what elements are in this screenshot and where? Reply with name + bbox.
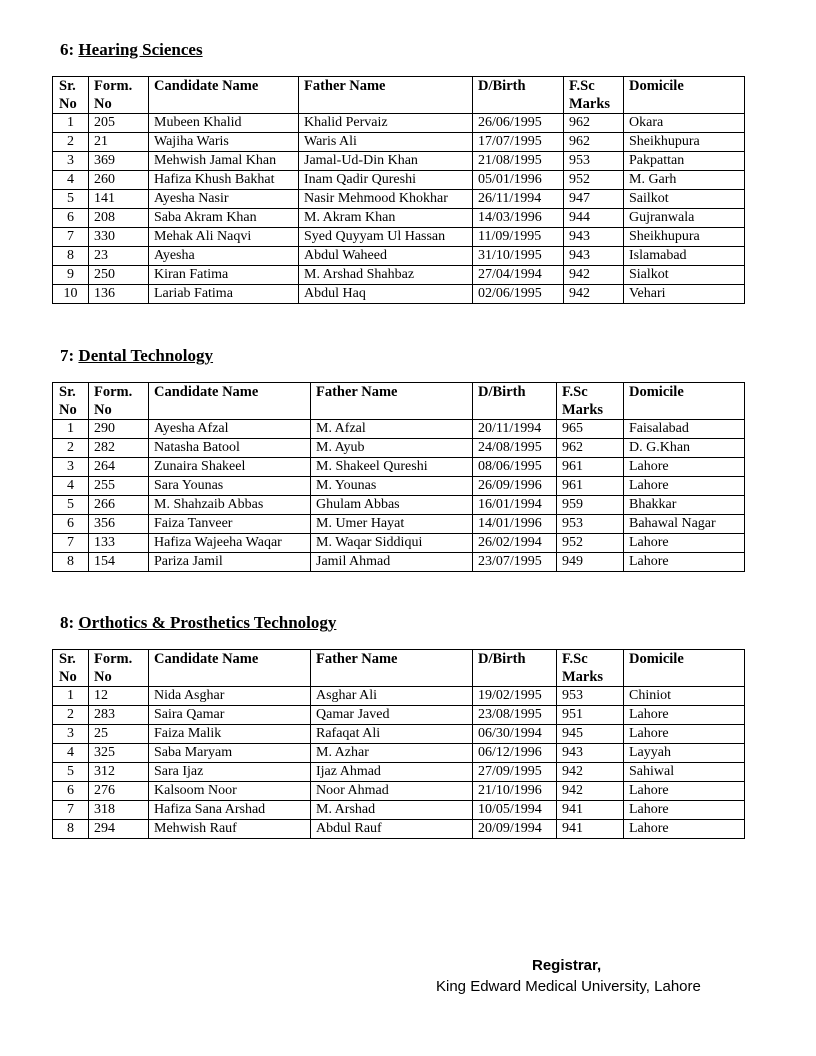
cell-candidate-name: Hafiza Wajeeha Waqar xyxy=(149,534,311,553)
cell-father-name: M. Arshad Shahbaz xyxy=(299,266,473,285)
cell-marks: 947 xyxy=(564,190,624,209)
cell-dob: 08/06/1995 xyxy=(473,458,557,477)
cell-form-no: 290 xyxy=(89,420,149,439)
cell-sr: 3 xyxy=(53,458,89,477)
cell-father-name: Nasir Mehmood Khokhar xyxy=(299,190,473,209)
cell-marks: 942 xyxy=(564,285,624,304)
cell-father-name: M. Arshad xyxy=(311,801,473,820)
table-row xyxy=(53,247,745,266)
cell-form-no: 25 xyxy=(89,725,149,744)
cell-father-name: M. Younas xyxy=(311,477,473,496)
cell-domicile: Lahore xyxy=(624,534,745,553)
cell-father-name: M. Waqar Siddiqui xyxy=(311,534,473,553)
section-title: Dental Technology xyxy=(78,346,214,365)
table-row xyxy=(53,496,745,515)
cell-sr: 4 xyxy=(53,477,89,496)
cell-sr: 3 xyxy=(53,152,89,171)
col-header-dob: D/Birth xyxy=(473,383,557,420)
cell-domicile: Sialkot xyxy=(624,266,745,285)
col-header-domicile: Domicile xyxy=(624,383,745,420)
table-row xyxy=(53,763,745,782)
cell-father-name: Abdul Haq xyxy=(299,285,473,304)
cell-marks: 942 xyxy=(557,763,624,782)
cell-domicile: Lahore xyxy=(624,706,745,725)
cell-candidate-name: Saba Maryam xyxy=(149,744,311,763)
cell-marks: 952 xyxy=(564,171,624,190)
cell-marks: 961 xyxy=(557,458,624,477)
cell-marks: 941 xyxy=(557,820,624,839)
cell-father-name: M. Ayub xyxy=(311,439,473,458)
cell-marks: 962 xyxy=(564,133,624,152)
cell-dob: 19/02/1995 xyxy=(473,687,557,706)
cell-candidate-name: Lariab Fatima xyxy=(149,285,299,304)
col-header-marks: F.Sc Marks xyxy=(557,383,624,420)
cell-sr: 2 xyxy=(53,133,89,152)
cell-form-no: 264 xyxy=(89,458,149,477)
cell-father-name: Asghar Ali xyxy=(311,687,473,706)
table-row xyxy=(53,152,745,171)
cell-sr: 1 xyxy=(53,420,89,439)
cell-father-name: Qamar Javed xyxy=(311,706,473,725)
cell-marks: 943 xyxy=(557,744,624,763)
cell-marks: 943 xyxy=(564,247,624,266)
cell-father-name: Khalid Pervaiz xyxy=(299,114,473,133)
cell-candidate-name: Hafiza Sana Arshad xyxy=(149,801,311,820)
cell-domicile: Lahore xyxy=(624,553,745,572)
cell-marks: 945 xyxy=(557,725,624,744)
table-row xyxy=(53,439,745,458)
table-header-row xyxy=(53,77,745,114)
cell-father-name: M. Umer Hayat xyxy=(311,515,473,534)
cell-candidate-name: Wajiha Waris xyxy=(149,133,299,152)
col-header-sr: Sr. No xyxy=(53,650,89,687)
cell-dob: 14/01/1996 xyxy=(473,515,557,534)
table-row xyxy=(53,744,745,763)
cell-domicile: Bahawal Nagar xyxy=(624,515,745,534)
cell-sr: 5 xyxy=(53,496,89,515)
cell-dob: 21/10/1996 xyxy=(473,782,557,801)
orthotics-prosthetics-table xyxy=(52,649,745,839)
col-header-sr: Sr. No xyxy=(53,383,89,420)
cell-dob: 24/08/1995 xyxy=(473,439,557,458)
cell-dob: 20/11/1994 xyxy=(473,420,557,439)
cell-dob: 23/08/1995 xyxy=(473,706,557,725)
cell-candidate-name: Ayesha Nasir xyxy=(149,190,299,209)
dental-technology-table xyxy=(52,382,745,572)
cell-form-no: 369 xyxy=(89,152,149,171)
cell-dob: 16/01/1994 xyxy=(473,496,557,515)
cell-sr: 6 xyxy=(53,515,89,534)
cell-domicile: Pakpattan xyxy=(624,152,745,171)
table-row xyxy=(53,477,745,496)
cell-marks: 944 xyxy=(564,209,624,228)
cell-form-no: 255 xyxy=(89,477,149,496)
cell-dob: 26/09/1996 xyxy=(473,477,557,496)
cell-dob: 02/06/1995 xyxy=(473,285,564,304)
cell-form-no: 205 xyxy=(89,114,149,133)
table-row xyxy=(53,133,745,152)
cell-sr: 2 xyxy=(53,706,89,725)
cell-domicile: Lahore xyxy=(624,820,745,839)
section-number: 7: xyxy=(60,346,75,365)
table-row xyxy=(53,820,745,839)
table-row xyxy=(53,209,745,228)
cell-candidate-name: Mehwish Rauf xyxy=(149,820,311,839)
col-header-sr: Sr. No xyxy=(53,77,89,114)
cell-form-no: 318 xyxy=(89,801,149,820)
cell-candidate-name: Sara Younas xyxy=(149,477,311,496)
table-header-row xyxy=(53,650,745,687)
col-header-father: Father Name xyxy=(311,650,473,687)
cell-father-name: Abdul Rauf xyxy=(311,820,473,839)
col-header-dob: D/Birth xyxy=(473,650,557,687)
cell-domicile: Bhakkar xyxy=(624,496,745,515)
cell-marks: 962 xyxy=(557,439,624,458)
table-row xyxy=(53,706,745,725)
cell-domicile: D. G.Khan xyxy=(624,439,745,458)
cell-sr: 6 xyxy=(53,782,89,801)
cell-father-name: Noor Ahmad xyxy=(311,782,473,801)
table-row xyxy=(53,190,745,209)
cell-dob: 17/07/1995 xyxy=(473,133,564,152)
cell-candidate-name: Pariza Jamil xyxy=(149,553,311,572)
cell-father-name: Jamil Ahmad xyxy=(311,553,473,572)
cell-form-no: 23 xyxy=(89,247,149,266)
cell-form-no: 325 xyxy=(89,744,149,763)
cell-marks: 952 xyxy=(557,534,624,553)
table-row xyxy=(53,420,745,439)
cell-domicile: M. Garh xyxy=(624,171,745,190)
cell-domicile: Lahore xyxy=(624,725,745,744)
cell-father-name: Rafaqat Ali xyxy=(311,725,473,744)
cell-dob: 31/10/1995 xyxy=(473,247,564,266)
cell-form-no: 312 xyxy=(89,763,149,782)
cell-sr: 8 xyxy=(53,820,89,839)
cell-father-name: M. Shakeel Qureshi xyxy=(311,458,473,477)
cell-form-no: 356 xyxy=(89,515,149,534)
cell-dob: 23/07/1995 xyxy=(473,553,557,572)
cell-candidate-name: Kalsoom Noor xyxy=(149,782,311,801)
table-row xyxy=(53,725,745,744)
cell-candidate-name: Mehak Ali Naqvi xyxy=(149,228,299,247)
table-row xyxy=(53,515,745,534)
cell-father-name: Ghulam Abbas xyxy=(311,496,473,515)
cell-domicile: Lahore xyxy=(624,801,745,820)
cell-dob: 26/06/1995 xyxy=(473,114,564,133)
col-header-candidate: Candidate Name xyxy=(149,650,311,687)
cell-domicile: Lahore xyxy=(624,782,745,801)
cell-form-no: 330 xyxy=(89,228,149,247)
cell-candidate-name: Faiza Malik xyxy=(149,725,311,744)
col-header-candidate: Candidate Name xyxy=(149,383,311,420)
cell-candidate-name: Mubeen Khalid xyxy=(149,114,299,133)
cell-sr: 8 xyxy=(53,553,89,572)
cell-dob: 05/01/1996 xyxy=(473,171,564,190)
cell-marks: 942 xyxy=(557,782,624,801)
cell-candidate-name: Hafiza Khush Bakhat xyxy=(149,171,299,190)
cell-form-no: 136 xyxy=(89,285,149,304)
cell-father-name: Syed Quyyam Ul Hassan xyxy=(299,228,473,247)
cell-form-no: 294 xyxy=(89,820,149,839)
cell-dob: 27/09/1995 xyxy=(473,763,557,782)
cell-marks: 965 xyxy=(557,420,624,439)
cell-marks: 941 xyxy=(557,801,624,820)
cell-candidate-name: Ayesha Afzal xyxy=(149,420,311,439)
cell-sr: 7 xyxy=(53,534,89,553)
cell-candidate-name: Saira Qamar xyxy=(149,706,311,725)
cell-form-no: 260 xyxy=(89,171,149,190)
cell-sr: 4 xyxy=(53,171,89,190)
cell-dob: 14/03/1996 xyxy=(473,209,564,228)
cell-form-no: 154 xyxy=(89,553,149,572)
table-row xyxy=(53,458,745,477)
cell-dob: 26/02/1994 xyxy=(473,534,557,553)
col-header-marks: F.Sc Marks xyxy=(557,650,624,687)
cell-form-no: 282 xyxy=(89,439,149,458)
cell-sr: 3 xyxy=(53,725,89,744)
cell-domicile: Okara xyxy=(624,114,745,133)
cell-domicile: Chiniot xyxy=(624,687,745,706)
cell-domicile: Layyah xyxy=(624,744,745,763)
cell-marks: 962 xyxy=(564,114,624,133)
cell-candidate-name: M. Shahzaib Abbas xyxy=(149,496,311,515)
cell-father-name: Waris Ali xyxy=(299,133,473,152)
table-row xyxy=(53,114,745,133)
cell-sr: 1 xyxy=(53,687,89,706)
col-header-father: Father Name xyxy=(299,77,473,114)
cell-domicile: Vehari xyxy=(624,285,745,304)
section-heading-dental-technology xyxy=(60,346,213,366)
cell-marks: 949 xyxy=(557,553,624,572)
cell-sr: 1 xyxy=(53,114,89,133)
cell-form-no: 141 xyxy=(89,190,149,209)
section-title: Hearing Sciences xyxy=(78,40,203,59)
cell-sr: 9 xyxy=(53,266,89,285)
col-header-candidate: Candidate Name xyxy=(149,77,299,114)
cell-candidate-name: Saba Akram Khan xyxy=(149,209,299,228)
col-header-form: Form. No xyxy=(89,650,149,687)
cell-candidate-name: Natasha Batool xyxy=(149,439,311,458)
signatory-organization: King Edward Medical University, Lahore xyxy=(436,978,701,995)
cell-domicile: Sahiwal xyxy=(624,763,745,782)
cell-form-no: 21 xyxy=(89,133,149,152)
col-header-domicile: Domicile xyxy=(624,650,745,687)
cell-domicile: Sheikhupura xyxy=(624,228,745,247)
col-header-father: Father Name xyxy=(311,383,473,420)
table-row xyxy=(53,171,745,190)
cell-dob: 11/09/1995 xyxy=(473,228,564,247)
cell-marks: 959 xyxy=(557,496,624,515)
cell-form-no: 283 xyxy=(89,706,149,725)
cell-domicile: Islamabad xyxy=(624,247,745,266)
cell-domicile: Faisalabad xyxy=(624,420,745,439)
section-number: 8: xyxy=(60,613,75,632)
table-row xyxy=(53,782,745,801)
table-row xyxy=(53,534,745,553)
cell-candidate-name: Ayesha xyxy=(149,247,299,266)
cell-marks: 961 xyxy=(557,477,624,496)
cell-father-name: M. Afzal xyxy=(311,420,473,439)
table-row xyxy=(53,553,745,572)
cell-dob: 20/09/1994 xyxy=(473,820,557,839)
cell-form-no: 266 xyxy=(89,496,149,515)
cell-marks: 951 xyxy=(557,706,624,725)
col-header-form: Form. No xyxy=(89,383,149,420)
cell-form-no: 208 xyxy=(89,209,149,228)
cell-dob: 26/11/1994 xyxy=(473,190,564,209)
cell-candidate-name: Mehwish Jamal Khan xyxy=(149,152,299,171)
cell-sr: 6 xyxy=(53,209,89,228)
table-row xyxy=(53,228,745,247)
table-row xyxy=(53,266,745,285)
cell-candidate-name: Sara Ijaz xyxy=(149,763,311,782)
hearing-sciences-table xyxy=(52,76,745,304)
cell-marks: 943 xyxy=(564,228,624,247)
table-row xyxy=(53,687,745,706)
cell-dob: 06/30/1994 xyxy=(473,725,557,744)
cell-dob: 06/12/1996 xyxy=(473,744,557,763)
cell-domicile: Sheikhupura xyxy=(624,133,745,152)
cell-sr: 5 xyxy=(53,190,89,209)
cell-domicile: Lahore xyxy=(624,477,745,496)
col-header-form: Form. No xyxy=(89,77,149,114)
cell-form-no: 12 xyxy=(89,687,149,706)
cell-sr: 10 xyxy=(53,285,89,304)
table-header-row xyxy=(53,383,745,420)
cell-marks: 953 xyxy=(557,687,624,706)
cell-marks: 953 xyxy=(564,152,624,171)
cell-father-name: M. Azhar xyxy=(311,744,473,763)
col-header-domicile: Domicile xyxy=(624,77,745,114)
cell-dob: 10/05/1994 xyxy=(473,801,557,820)
cell-candidate-name: Faiza Tanveer xyxy=(149,515,311,534)
section-title: Orthotics & Prosthetics Technology xyxy=(78,613,337,632)
cell-domicile: Sailkot xyxy=(624,190,745,209)
cell-sr: 7 xyxy=(53,801,89,820)
cell-domicile: Lahore xyxy=(624,458,745,477)
cell-candidate-name: Nida Asghar xyxy=(149,687,311,706)
cell-sr: 5 xyxy=(53,763,89,782)
cell-sr: 2 xyxy=(53,439,89,458)
signatory-title: Registrar, xyxy=(532,957,602,974)
cell-father-name: Ijaz Ahmad xyxy=(311,763,473,782)
cell-dob: 21/08/1995 xyxy=(473,152,564,171)
cell-sr: 4 xyxy=(53,744,89,763)
section-number: 6: xyxy=(60,40,75,59)
table-row xyxy=(53,285,745,304)
section-heading-orthotics-prosthetics xyxy=(60,613,336,633)
cell-form-no: 276 xyxy=(89,782,149,801)
cell-father-name: Abdul Waheed xyxy=(299,247,473,266)
cell-sr: 8 xyxy=(53,247,89,266)
cell-marks: 953 xyxy=(557,515,624,534)
cell-dob: 27/04/1994 xyxy=(473,266,564,285)
table-row xyxy=(53,801,745,820)
cell-candidate-name: Zunaira Shakeel xyxy=(149,458,311,477)
cell-father-name: M. Akram Khan xyxy=(299,209,473,228)
col-header-dob: D/Birth xyxy=(473,77,564,114)
cell-sr: 7 xyxy=(53,228,89,247)
cell-marks: 942 xyxy=(564,266,624,285)
cell-form-no: 250 xyxy=(89,266,149,285)
section-heading-hearing-sciences xyxy=(60,40,203,60)
col-header-marks: F.Sc Marks xyxy=(564,77,624,114)
cell-candidate-name: Kiran Fatima xyxy=(149,266,299,285)
cell-form-no: 133 xyxy=(89,534,149,553)
cell-domicile: Gujranwala xyxy=(624,209,745,228)
cell-father-name: Inam Qadir Qureshi xyxy=(299,171,473,190)
cell-father-name: Jamal-Ud-Din Khan xyxy=(299,152,473,171)
